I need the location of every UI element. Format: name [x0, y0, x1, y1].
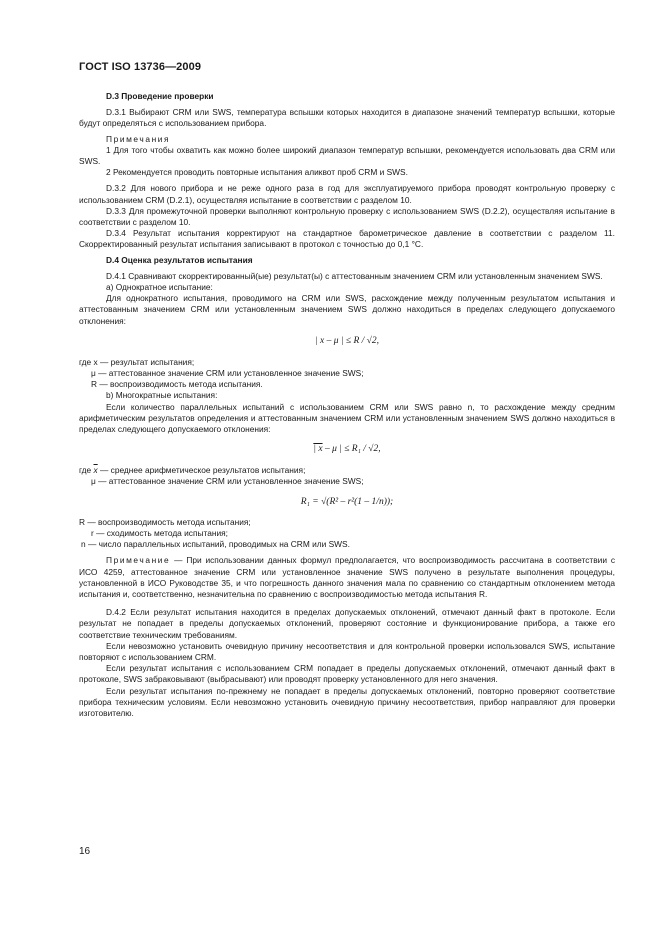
paragraph-d4-2-c: Если результат испытания с использованием CRM попадает в пределы допускаемых отклонений, отмечают данный факт в протоколе, SWS забраковывают (выбрасывают) или проводят проверку установленного для него значения. [79, 663, 615, 685]
case-a-label: а) Однократное испытание: [106, 282, 213, 293]
where-xbar-text: — среднее арифметическое результатов испытания; [97, 465, 306, 476]
case-b-label: b) Многократные испытания: [106, 390, 218, 401]
formula-r1: R₁ = √(R² – r²(1 – 1/n)); [300, 496, 394, 507]
where-mu-2: μ — аттестованное значение CRM или установленное значение SWS; [91, 476, 364, 487]
paragraph-d4-2-d: Если результат испытания по-прежнему не попадает в пределы допускаемых отклонений, повторно проверяют соответствие прибора техническим условиям. Если невозможно установить очевидную причину несоответствия, прибор направляют для проверки изготовителю. [79, 685, 615, 718]
note-2: 2 Рекомендуется проводить повторные испытания аликвот проб CRM и SWS. [106, 167, 408, 178]
document-body [79, 91, 615, 719]
paragraph-d3-1: D.3.1 Выбирают CRM или SWS, температура вспышки которых находится в диапазоне значений температур вспышки, которые будут определяться с использованием прибора. [79, 107, 615, 129]
paragraph-d4-2: D.4.2 Если результат испытания находится в пределах допускаемых отклонений, отмечают данный факт в протоколе. Если результат не попадает в пределы допускаемых отклонений, проверяют состояние и функционирование прибора, а также его соответствие техническим требованиям. [79, 607, 615, 640]
where-r-small: r — сходимость метода испытания; [91, 527, 228, 538]
note-d4-label: Примечание [106, 555, 171, 566]
where-xbar-prefix: где [79, 465, 94, 476]
page-number: 16 [79, 846, 91, 857]
note-d4 [79, 555, 615, 600]
where-r-2: R — воспроизводимость метода испытания; [79, 516, 251, 527]
paragraph-d3-4: D.3.4 Результат испытания корректируют на стандартное барометрическое давление в соответствии с разделом 11. Скорректированный результат испытания записывают в протокол с точностью до 0,1 °С. [79, 228, 615, 250]
note-1: 1 Для того чтобы охватить как можно более широкий диапазон температур вспышки, рекомендуется использовать два CRM или SWS. [79, 144, 615, 167]
where-r: R — воспроизводимость метода испытания. [91, 379, 263, 390]
formula-single: | x – μ | ≤ R / √2, [315, 335, 379, 346]
case-a-text: Для однократного испытания, проводимого на CRM или SWS, расхождение между полученным результатом испытания и аттестованным значением CRM или установленным значением SWS должно находиться в пределах следующего допускаемого отклонения: [79, 293, 615, 326]
paragraph-d3-2: D.3.2 Для нового прибора и не реже одного раза в год для эксплуатируемого прибора проводят контрольную проверку с использованием CRM (D.2.1), осуществляя испытание в соответствии с разделом 10. [79, 183, 615, 205]
paragraph-d4-1: D.4.1 Сравнивают скорректированный(ые) результат(ы) с аттестованным значением CRM или установленным значением SWS. [106, 270, 603, 281]
paragraph-d3-3: D.3.3 Для промежуточной проверки выполняют контрольную проверку с использованием SWS (D.2.2), осуществляя испытание в соответствии с разделом 10. [79, 205, 615, 228]
formula-multiple-left: | x [313, 444, 323, 455]
paragraph-d4-2-b: Если невозможно установить очевидную причину несоответствия и для контрольной проверки использовался SWS, испытание повторяют с использованием CRM. [79, 640, 615, 662]
formula-multiple-right: – μ | ≤ R₁ / √2, [322, 444, 381, 455]
formula-multiple [79, 443, 615, 455]
notes-label: Примечания [106, 133, 171, 144]
where-xbar [79, 465, 615, 476]
document-header: ГОСТ ISO 13736—2009 [79, 61, 202, 73]
case-b-text: Если количество параллельных испытаний с использованием CRM или SWS равно n, то расхождение между средним арифметическим результатов определения и аттестованным значением CRM или установленным значением SWS должно находиться в пределах следующего допускаемого отклонения: [79, 401, 615, 435]
where-n: n — число параллельных испытаний, проводимых на CRM или SWS. [81, 539, 350, 550]
where-x: где x — результат испытания; [79, 356, 195, 367]
section-d4-title: D.4 Оценка результатов испытания [106, 254, 253, 265]
where-mu: μ — аттестованное значение CRM или установленное значение SWS; [91, 368, 364, 379]
where-xbar-symbol: $\overline{x}$ [93, 465, 98, 476]
section-d3-title: D.3 Проведение проверки [106, 91, 214, 101]
note-d4-text: — При использовании данных формул предполагается, что воспроизводимость рассчитана в соответствии с ИСО 4259, аттестованное значение CRM или установленное значение SWS получено в результате выполнения процедуры, установленной в ИСО Руководстве 35, и что погрешность данного значения мала по сравнению со стандартным отклонением метода испытания и, соответственно, незначительна по сравнению с воспроизводимостью метода испытания R. [79, 555, 615, 599]
